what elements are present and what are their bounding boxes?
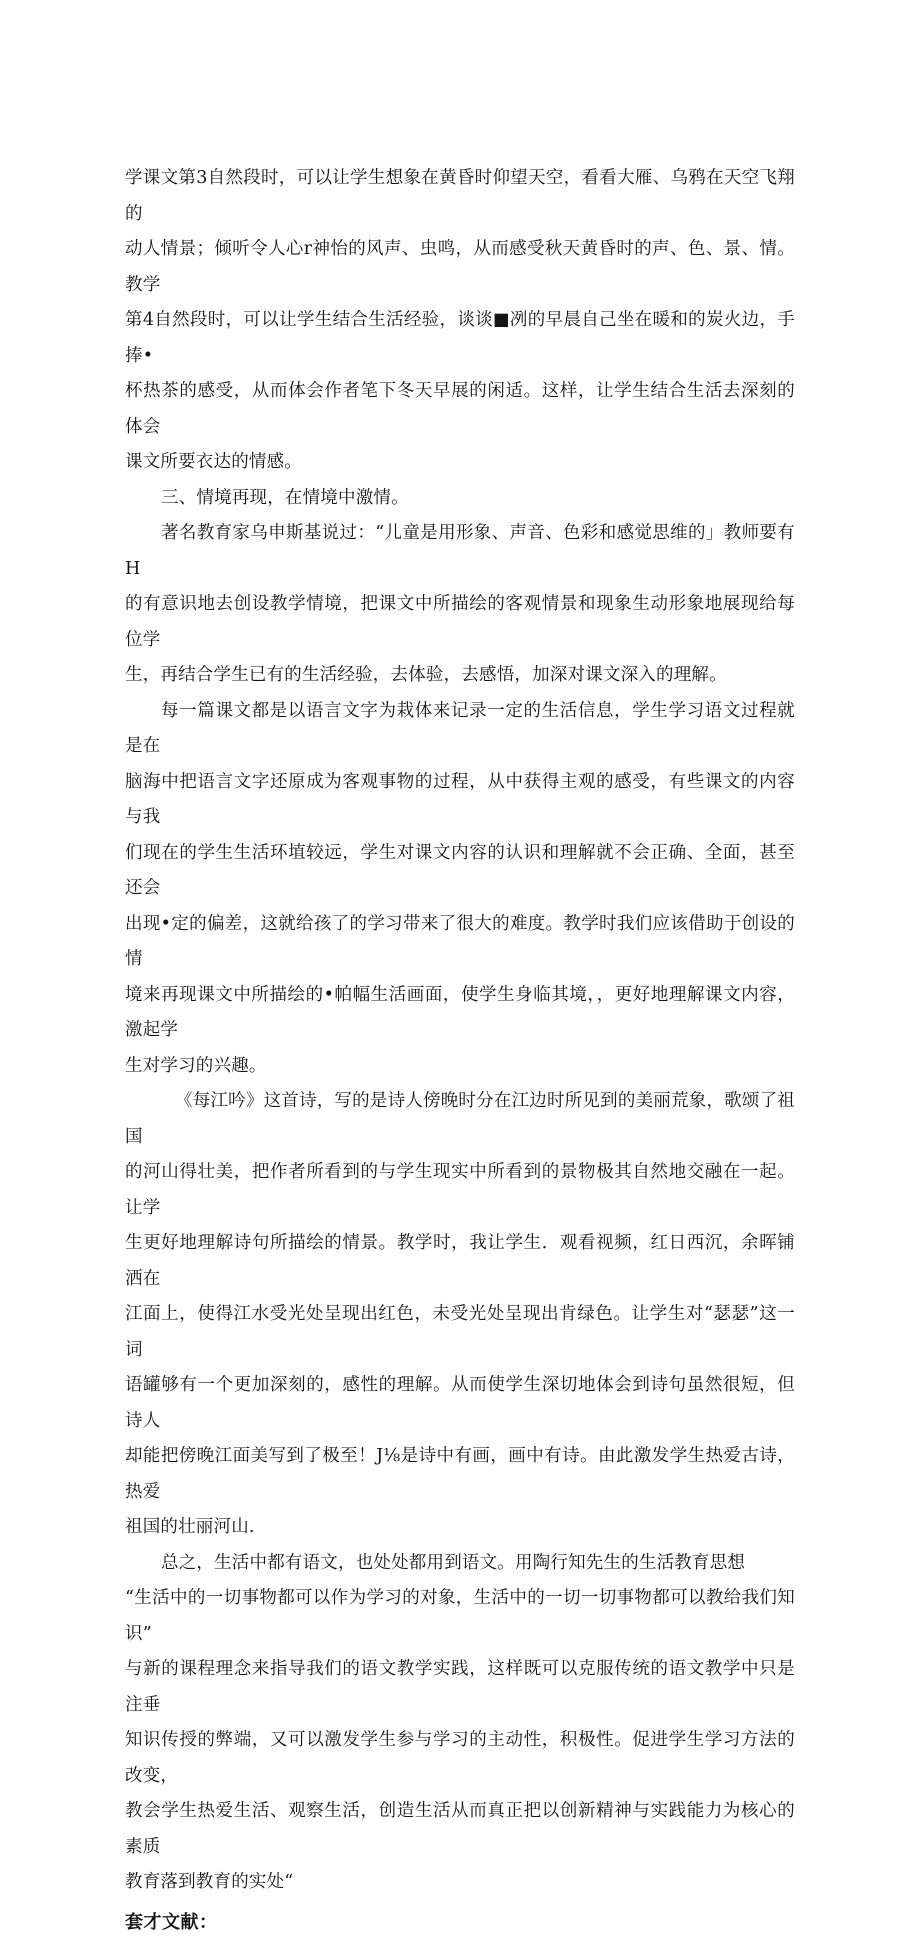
references-heading: 套才文献：: [125, 1911, 218, 1933]
paragraph-text-reality: 每一篇课文都是以语言文字为栽体来记录一定的生活信息，学生学习语文过程就是在 脑海中把语言文字还原成为客观事物的过程，从中获得主观的感受，有些课文的内容与我 们现在的学生生活环埴较远，学生对课文内容的认识和理解就不会正确、全面，甚至还会 出现•定的偏差，这就给孩了的学习带来了很大的难度。教学时我们应该借助于创设的情 境来再现课文中所描绘的•帕幅生活画面，使学生身临其境，，更好地理解课文内容，激起学 生对学习的兴趣。: [125, 700, 795, 1076]
paragraph-continuation: 学课文第3自然段时，可以让学生想象在黄昏时仰望天空，看看大雁、乌鸦在天空飞翔的 动人情景；倾听令人心r神怡的风声、虫鸣，从而感受秋天黄昏时的声、色、景、情。教学 第4自然段时，可以让学生结合生活经验，谈谈■冽的早晨自己坐在暖和的炭火边，手捧• 杯热茶的感受，从而体会作者笔下冬天早展的闲适。这样，让学生结合生活去深刻的体会 课文所要衣达的情感。: [125, 168, 795, 472]
section-heading-three: 三、情境再现，在情境中激情。: [161, 487, 409, 508]
paragraph-conclusion-body: “生活中的一切事物都可以作为学习的对象，生活中的一切一切事物都可以教给我们知识” 与新的课程理念来指导我们的语文教学实践，这样既可以克服传统的语文教学中只是注垂 知识传授的弊端，又可以激发学生参与学习的主动性，积极性。促进学生学习方法的改变， 教会学生热爱生活、观察生活，创造生活从而真正把以创新精神与实践能力为核心的素质 教育落到教育的实处“: [125, 1588, 795, 1892]
paragraph-poem-example: 《每江吟》这首诗，写的是诗人傍晚时分在江边时所见到的美丽荒象，歌颂了祖国 的河山得壮美，把作者所看到的与学生现实中所看到的景物极其自然地交融在一起。让学 生更好地理解诗句所描绘的情景。教学时，我让学生．观看视频，红日西沉，余晖铺洒在 江面上，使得江水受光处呈现出红色，未受光处呈现出肯绿色。让学生对“瑟瑟”这一词 语罐够有一个更加深刻的，感性的理解。从而使学生深切地体会到诗句虽然很短，但诗人 却能把傍晚江面美写到了极至！J⅛是诗中有画，画中有诗。由此激发学生热爱古诗，热爱 祖国的壮丽河山.: [125, 1091, 795, 1537]
paragraph-ushinsky-quote: 著名教育家乌申斯基说过：“儿童是用形象、声音、色彩和感觉思维的」教师要有H 的有意识地去创设教学情境，把课文中所描绘的客观情景和现象生动形象地展现给每位学 生，再结合学生已有的生活经验，去体验，去感悟，加深对课文深入的理解。: [125, 523, 795, 685]
paragraph-conclusion-intro: 总之，生活中都有语文，也处处都用到语文。用陶行知先生的生活教育思想: [161, 1552, 746, 1573]
